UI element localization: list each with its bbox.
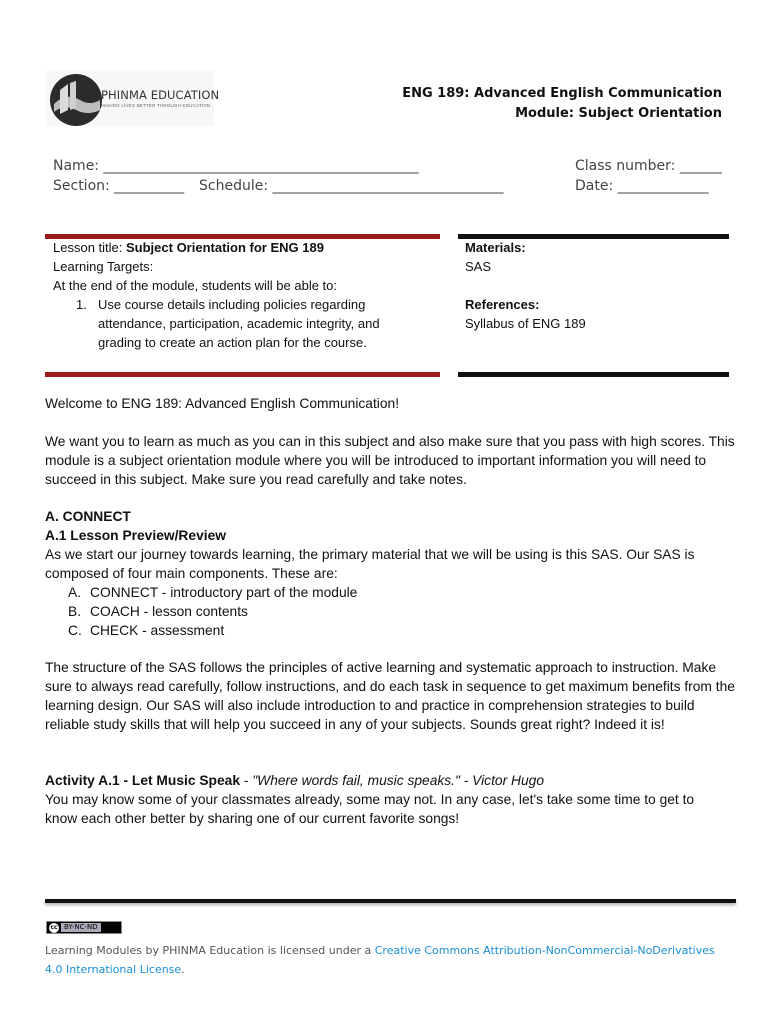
course-title: ENG 189: Advanced English Communication xyxy=(402,86,722,101)
activity-text: You may know some of your classmates already, some may not. In any case, let's take some time to get to know each other better by sharing one of our current favorite songs! xyxy=(45,792,695,826)
license-suffix: . xyxy=(181,963,185,976)
logo-tagline: MAKING LIVES BETTER THROUGH EDUCATION xyxy=(101,103,211,108)
license-link[interactable]: Creative Commons Attribution-NonCommercial-NoDerivatives 4.0 International License xyxy=(45,944,715,976)
target-number: 1. xyxy=(76,297,87,312)
cc-license-badge[interactable] xyxy=(46,921,122,934)
references-value: Syllabus of ENG 189 xyxy=(465,316,586,331)
class-number-field: Class number: ______ xyxy=(575,158,722,174)
activity-quote: "Where words fail, music speaks." - Victor Hugo xyxy=(252,773,544,788)
license-prefix: Learning Modules by PHINMA Education is licensed under a xyxy=(45,944,375,957)
cc-badge-label: BY-NC-ND xyxy=(61,923,101,932)
list-item-text: COACH - lesson contents xyxy=(90,604,248,619)
module-title: Module: Subject Orientation xyxy=(515,106,722,121)
intro-paragraph: We want you to learn as much as you can in this subject and also make sure that you pass with high scores. This module is a subject orientation module where you will be introduced to important information you will need to succeed in this subject. Make sure you read carefully and take notes. xyxy=(45,434,735,487)
lesson-title-value: Subject Orientation for ENG 189 xyxy=(126,240,324,255)
lesson-bottom-bar xyxy=(45,372,440,377)
target-line: grading to create an action plan for the course. xyxy=(98,335,367,350)
activity-title xyxy=(45,771,544,790)
license-text xyxy=(45,941,725,979)
list-item xyxy=(68,583,357,602)
list-item-text: CHECK - assessment xyxy=(90,623,225,638)
target-line: attendance, participation, academic integrity, and xyxy=(98,316,380,331)
lesson-title xyxy=(53,238,324,257)
section-field: Section: __________ xyxy=(53,178,185,194)
materials-label: Materials: xyxy=(465,240,526,255)
activity-title-dash: - xyxy=(240,773,253,788)
list-item xyxy=(68,602,248,621)
lesson-title-label: Lesson title: xyxy=(53,240,126,255)
connect-heading: A. CONNECT xyxy=(45,509,131,524)
learning-targets-label: Learning Targets: xyxy=(53,259,154,274)
lesson-preview-heading: A.1 Lesson Preview/Review xyxy=(45,528,226,543)
materials-bottom-bar xyxy=(458,372,729,377)
materials-value: SAS xyxy=(465,259,492,274)
schedule-field: Schedule: _________________________________ xyxy=(199,178,504,194)
activity-title-text: Activity A.1 - Let Music Speak xyxy=(45,773,241,788)
date-field: Date: _____________ xyxy=(575,178,709,194)
target-line: Use course details including policies regarding xyxy=(98,297,366,312)
name-field: Name: _____________________________________________ xyxy=(53,158,419,174)
cc-icon: cc xyxy=(50,924,58,931)
references-label: References: xyxy=(465,297,540,312)
list-item xyxy=(68,621,224,640)
list-item-letter: C. xyxy=(68,623,82,638)
logo-name: PHINMA EDUCATION xyxy=(101,88,220,102)
footer-divider xyxy=(45,899,736,903)
connect-paragraph: As we start our journey towards learning, the primary material that we will be using is this SAS. Our SAS is composed of four main components. These are: xyxy=(45,547,695,581)
list-item-text: CONNECT - introductory part of the module xyxy=(90,585,358,600)
list-item-letter: B. xyxy=(68,604,82,619)
list-item-letter: A. xyxy=(68,585,82,600)
learning-targets-intro: At the end of the module, students will be able to: xyxy=(53,278,338,293)
structure-paragraph: The structure of the SAS follows the principles of active learning and systematic approach to instruction. Make sure to always read carefully, follow instructions, and do each task in sequence to get maximum benefits from the learning design. Our SAS will also include introduction to and practice in comprehension strategies to build reliable study skills that will help you succeed in any of your subjects. Sounds great right? Indeed it is! xyxy=(45,660,735,732)
welcome-text: Welcome to ENG 189: Advanced English Communication! xyxy=(45,396,400,411)
